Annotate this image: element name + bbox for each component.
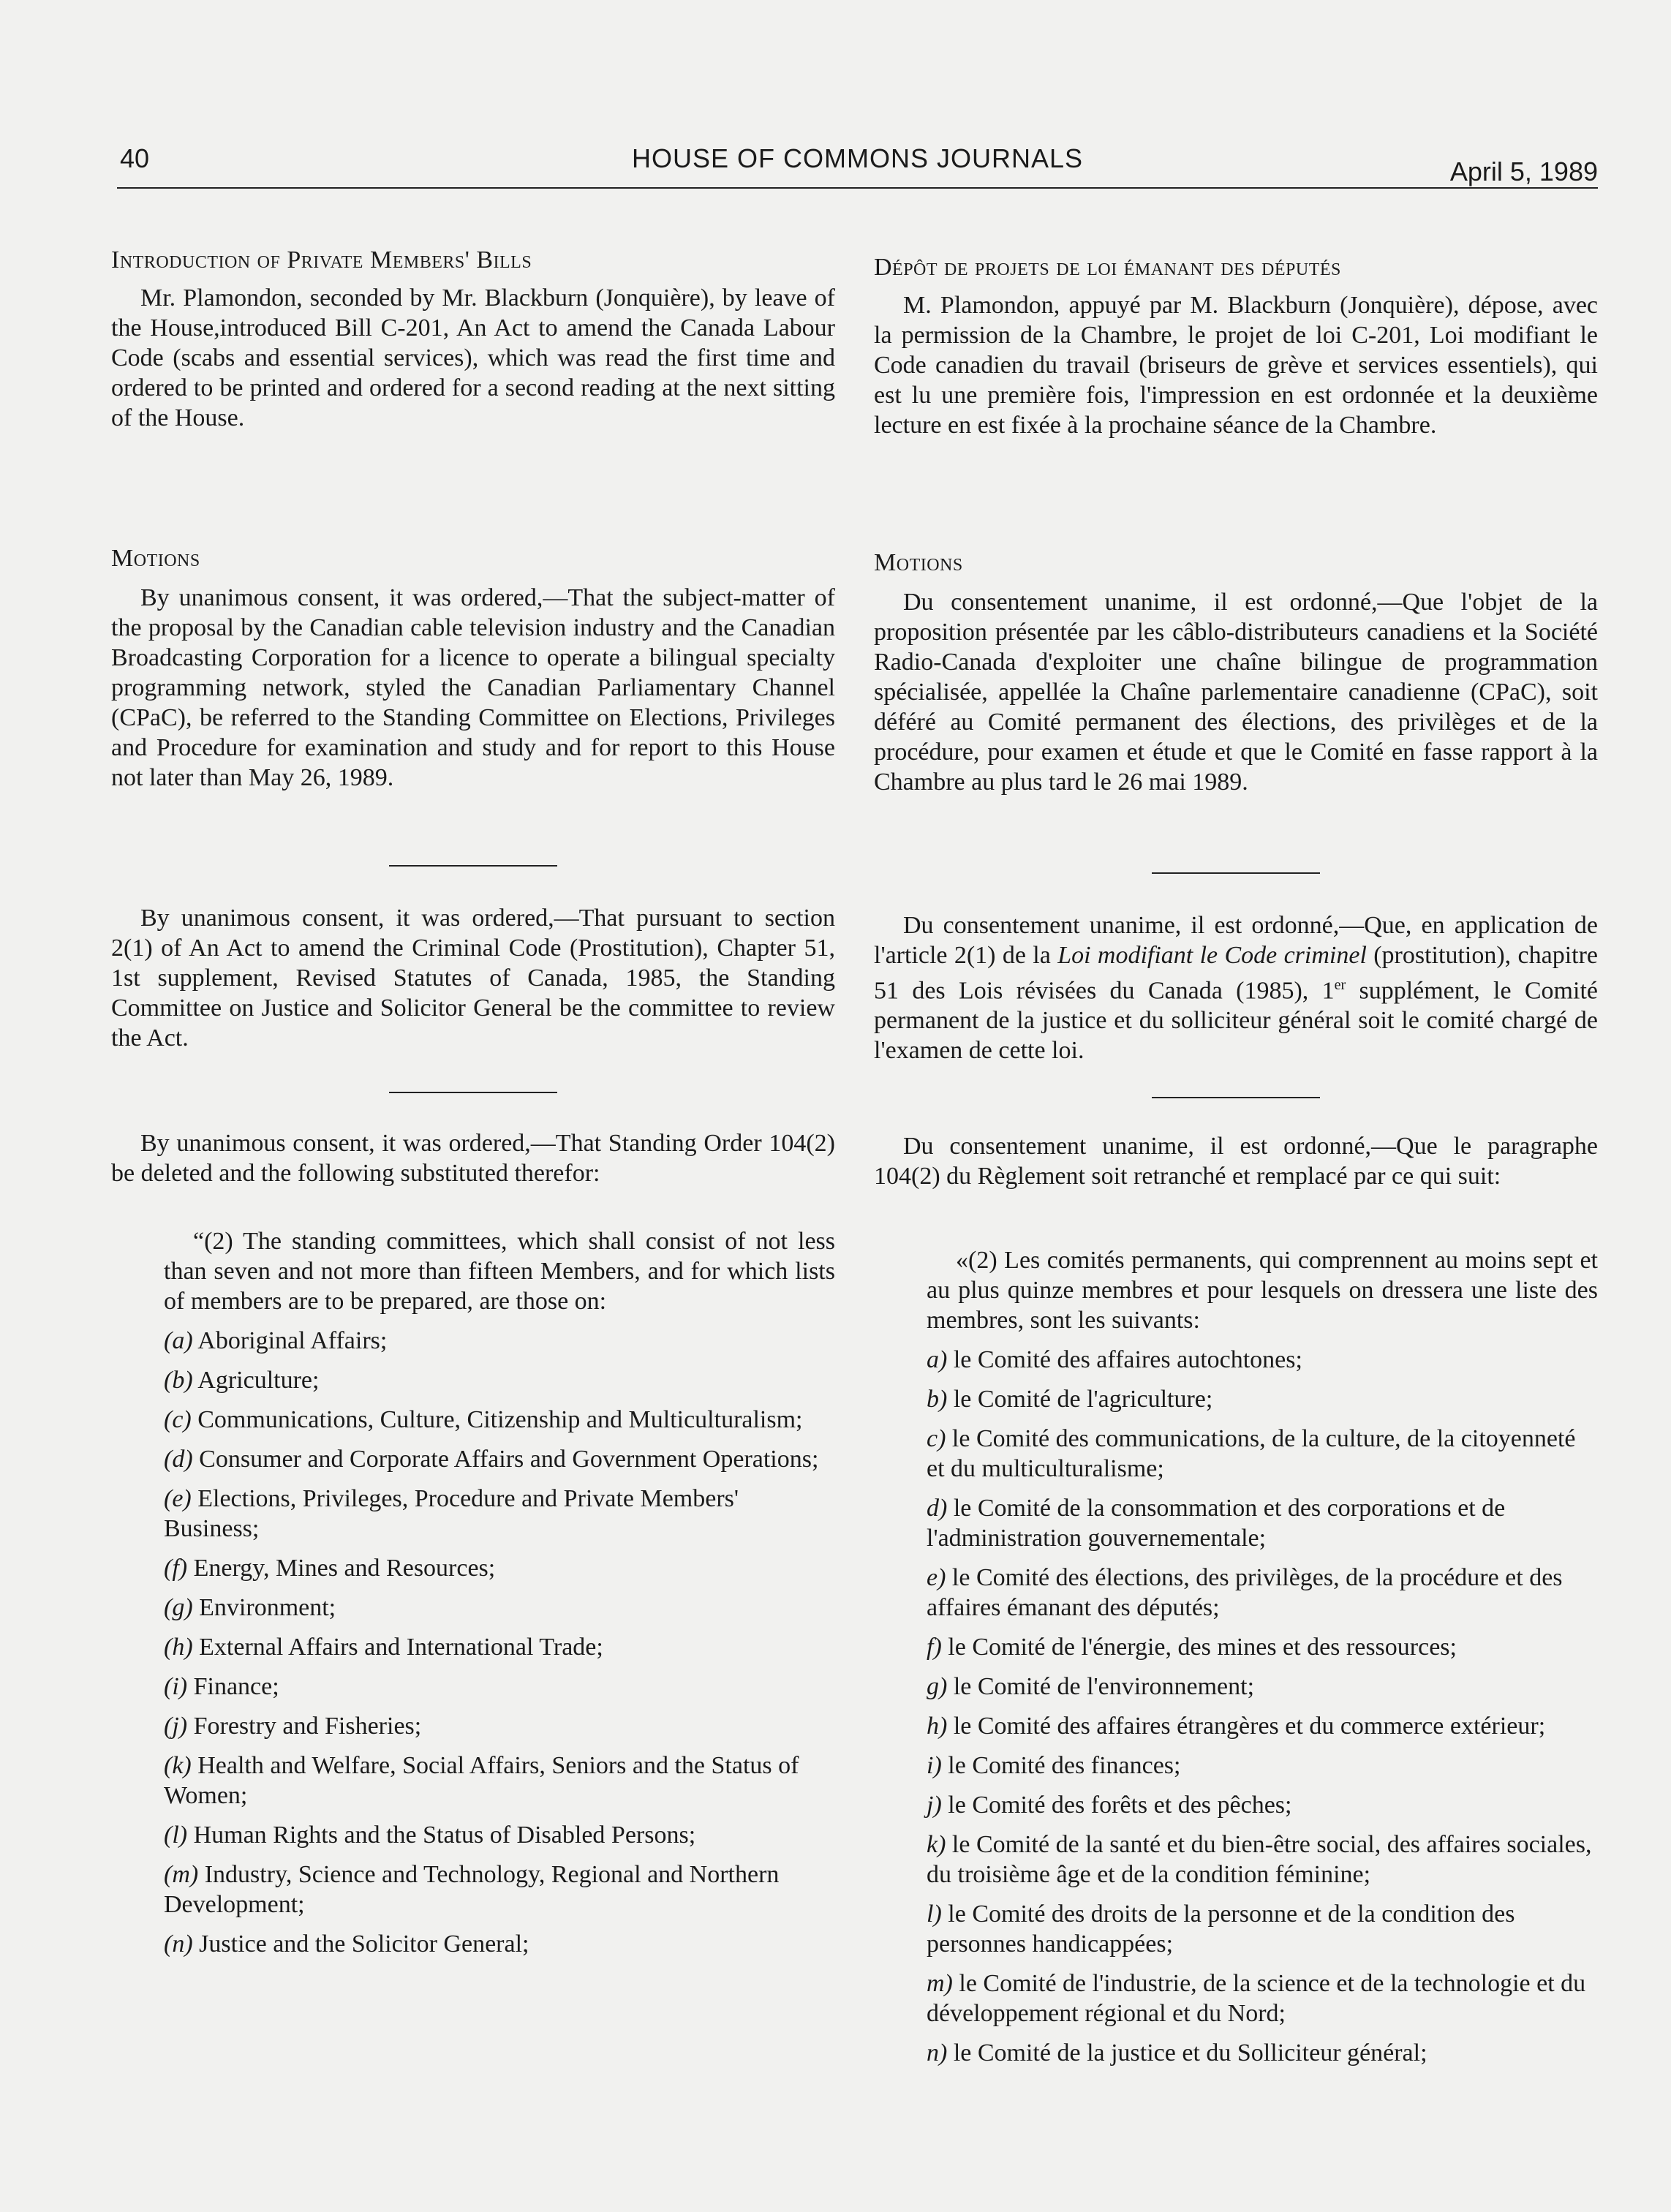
item-letter: (l) <box>164 1822 188 1849</box>
committee-list-item <box>927 1345 1598 1375</box>
item-text: le Comité des affaires étrangères et du commerce extérieur; <box>947 1713 1546 1740</box>
item-letter: (m) <box>164 1861 199 1888</box>
committee-list-item <box>927 1751 1598 1781</box>
item-letter: (f) <box>164 1555 188 1582</box>
item-letter: (j) <box>164 1713 188 1740</box>
item-letter: (c) <box>164 1406 192 1433</box>
paragraph-motion-prostitution-fr: Du consentement unanime, il est ordonné,—Que, en application de l'article 2(1) de la Loi modifiant le Code criminel (prostitution), chapitre 51 des Lois révisées du Canada (1985), 1er supplément, le Comité permanent de la justice et du solliciteur général soit le comité chargé de l'examen de cette loi. <box>874 912 1599 1065</box>
item-letter: h) <box>927 1713 948 1740</box>
item-text: Justice and the Solicitor General; <box>192 1930 529 1958</box>
committee-list-item <box>164 1820 835 1850</box>
committee-list-item <box>164 1484 835 1544</box>
heading-private-members-bills: Introduction of Private Members' Bills <box>111 246 532 273</box>
item-text: Communications, Culture, Citizenship and Multiculturalism; <box>191 1406 803 1433</box>
item-text: le Comité des affaires autochtones; <box>947 1346 1302 1373</box>
committee-list-item <box>164 1405 835 1435</box>
item-text: le Comité des droits de la personne et de la condition des personnes handicappées; <box>927 1900 1515 1958</box>
item-text: le Comité de la justice et du Solliciteur général; <box>947 2039 1427 2066</box>
item-letter: c) <box>927 1425 946 1452</box>
item-text: Aboriginal Affairs; <box>192 1327 388 1354</box>
committee-list-item <box>164 1365 835 1395</box>
separator-rule <box>1152 1097 1320 1098</box>
item-text: Elections, Privileges, Procedure and Private Members' Business; <box>164 1485 739 1542</box>
heading-depot-projets: Dépôt de projets de loi émanant des députés <box>874 254 1341 281</box>
committee-list-item <box>927 1632 1598 1662</box>
committee-list-item <box>927 1790 1598 1820</box>
heading-motions-fr: Motions <box>874 549 963 576</box>
paragraph-projet-c201: M. Plamondon, appuyé par M. Blackburn (Jonquière), dépose, avec la permission de la Chambre, le projet de loi C-201, Loi modifiant le Code canadien du travail (briseurs de grève et services essentiels), qui est lu une première fois, l'impression en est ordonnée et la deuxième lecture en est fixée à la prochaine séance de la Chambre. <box>874 292 1598 439</box>
committee-list-item <box>164 1553 835 1583</box>
item-text: le Comité de l'agriculture; <box>947 1386 1213 1413</box>
committee-list-item <box>927 1384 1598 1414</box>
committee-list-item <box>927 1830 1598 1890</box>
committee-list-item <box>164 1672 835 1702</box>
page-number: 40 <box>120 143 150 173</box>
paragraph-motion-prostitution: By unanimous consent, it was ordered,—That pursuant to section 2(1) of An Act to amend the Criminal Code (Prostitution), Chapter 51, 1st supplement, Revised Statutes of Canada, 1985, the Standing Committee on Justice and Solicitor General be the committee to review the Act. <box>111 905 835 1052</box>
item-text: le Comité des élections, des privilèges, de la procédure et des affaires émanant des députés; <box>927 1564 1563 1621</box>
item-letter: (h) <box>164 1634 193 1661</box>
item-letter: j) <box>927 1792 942 1819</box>
quote-intro: “(2) The standing committees, which shall consist of not less than seven and not more than fifteen Members, and for which lists of members are to be prepared, are those on: <box>164 1228 835 1315</box>
item-text: Human Rights and the Status of Disabled Persons; <box>187 1822 696 1849</box>
item-letter: (b) <box>164 1367 193 1394</box>
committee-list-item <box>927 1899 1598 1959</box>
committee-list-item <box>164 1326 835 1356</box>
committee-list-item <box>927 1493 1598 1553</box>
item-text: le Comité des communications, de la culture, de la citoyenneté et du multiculturalisme; <box>927 1425 1576 1482</box>
item-letter: (g) <box>164 1594 193 1621</box>
item-letter: (k) <box>164 1752 192 1779</box>
committee-list-item <box>164 1860 835 1920</box>
page-header <box>117 143 1598 189</box>
item-text: Energy, Mines and Resources; <box>187 1555 496 1582</box>
paragraph-motion-standing-order-fr: Du consentement unanime, il est ordonné,—Que le paragraphe 104(2) du Règlement soit retranché et remplacé par ce qui suit: <box>874 1133 1598 1190</box>
item-letter: g) <box>927 1673 948 1700</box>
paragraph-bill-c201: Mr. Plamondon, seconded by Mr. Blackburn (Jonquière), by leave of the House,introduced Bill C-201, An Act to amend the Canada Labour Code (scabs and essential services), which was read the first time and ordered to be printed and ordered for a second reading at the next sitting of the House. <box>111 284 835 431</box>
committee-list-item <box>927 1563 1598 1623</box>
committee-list-item <box>164 1632 835 1662</box>
committee-list-item <box>927 1672 1598 1702</box>
item-text: le Comité de l'énergie, des mines et des ressources; <box>941 1634 1457 1661</box>
item-letter: (e) <box>164 1485 192 1512</box>
committee-list-item <box>927 1968 1598 2028</box>
item-text: le Comité de l'environnement; <box>947 1673 1255 1700</box>
item-letter: (i) <box>164 1673 188 1700</box>
item-text: Industry, Science and Technology, Regional and Northern Development; <box>164 1861 780 1918</box>
separator-rule <box>389 865 557 867</box>
committee-list-item <box>927 1424 1598 1484</box>
item-text: le Comité de la santé et du bien-être social, des affaires sociales, du troisième âge et de la condition féminine; <box>927 1831 1592 1888</box>
law-title-italic: Loi modifiant le Code criminel <box>1057 942 1367 969</box>
paragraph-motion-cpac-fr: Du consentement unanime, il est ordonné,—Que l'objet de la proposition présentée par les câblo-distributeurs canadiens et la Société Radio-Canada d'exploiter une chaîne bilingue de programmation spécialisée, appellée la Chaîne parlementaire canadienne (CPaC), soit déféré au Comité permanent des élections, des privilèges et de la procédure, pour examen et étude et que le Comité en fasse rapport à la Chambre au plus tard le 26 mai 1989. <box>874 589 1598 796</box>
item-letter: m) <box>927 1970 953 1997</box>
item-letter: n) <box>927 2039 948 2066</box>
paragraph-motion-standing-order: By unanimous consent, it was ordered,—That Standing Order 104(2) be deleted and the following substituted therefor: <box>111 1130 835 1187</box>
item-letter: d) <box>927 1495 948 1522</box>
standing-committees-list <box>111 1226 835 1968</box>
item-text: Agriculture; <box>192 1367 320 1394</box>
item-letter: (n) <box>164 1930 193 1958</box>
item-letter: e) <box>927 1564 946 1591</box>
item-letter: (d) <box>164 1446 193 1473</box>
item-text: le Comité de l'industrie, de la science et de la technologie et du développement régional et du Nord; <box>927 1970 1586 2027</box>
item-letter: f) <box>927 1634 942 1661</box>
item-letter: l) <box>927 1900 942 1928</box>
heading-motions: Motions <box>111 545 200 572</box>
committee-list-item <box>164 1444 835 1474</box>
committee-list-item <box>164 1929 835 1959</box>
quote-intro-fr: «(2) Les comités permanents, qui comprennent au moins sept et au plus quinze membres et pour lesquels on dressera une liste des membres, sont les suivants: <box>927 1247 1598 1334</box>
item-text: Forestry and Fisheries; <box>187 1713 422 1740</box>
item-letter: a) <box>927 1346 948 1373</box>
separator-rule <box>1152 872 1320 874</box>
committee-list-item <box>164 1593 835 1623</box>
item-text: le Comité des forêts et des pêches; <box>941 1792 1292 1819</box>
item-text: External Affairs and International Trade; <box>192 1634 603 1661</box>
paragraph-motion-cpac: By unanimous consent, it was ordered,—That the subject-matter of the proposal by the Canadian cable television industry and the Canadian Broadcasting Corporation for a licence to operate a bilingual specialty programming network, styled the Canadian Parliamentary Channel (CPaC), be referred to the Standing Committee on Elections, Privileges and Procedure for examination and study and for report to this House not later than May 26, 1989. <box>111 584 835 791</box>
item-letter: k) <box>927 1831 946 1858</box>
item-text: Consumer and Corporate Affairs and Government Operations; <box>192 1446 819 1473</box>
item-text: Health and Welfare, Social Affairs, Seniors and the Status of Women; <box>164 1752 799 1809</box>
journal-date: April 5, 1989 <box>1449 156 1598 186</box>
separator-rule <box>389 1092 557 1093</box>
item-text: Finance; <box>187 1673 279 1700</box>
item-text: le Comité des finances; <box>941 1752 1181 1779</box>
comites-permanents-list <box>874 1245 1598 2077</box>
item-text: Environment; <box>192 1594 336 1621</box>
committee-list-item <box>927 1711 1598 1741</box>
committee-list-item <box>164 1751 835 1811</box>
item-letter: b) <box>927 1386 948 1413</box>
committee-list-item <box>164 1711 835 1741</box>
item-letter: (a) <box>164 1327 193 1354</box>
committee-list-item <box>927 2038 1598 2068</box>
item-text: le Comité de la consommation et des corporations et de l'administration gouvernementale; <box>927 1495 1506 1552</box>
item-letter: i) <box>927 1752 942 1779</box>
journal-title: HOUSE OF COMMONS JOURNALS <box>631 143 1084 173</box>
